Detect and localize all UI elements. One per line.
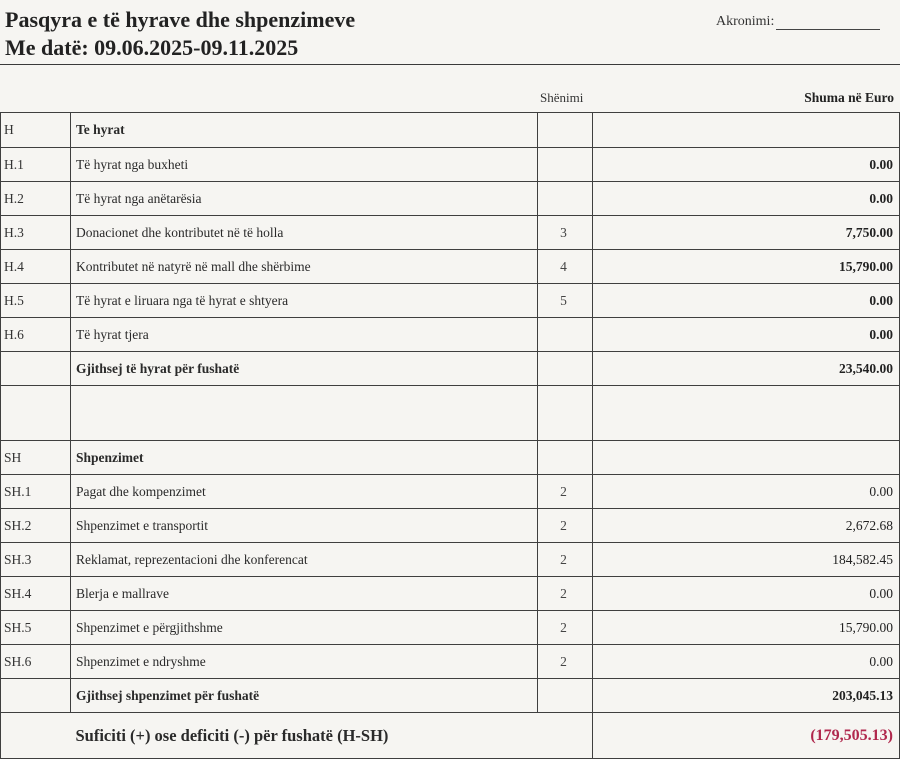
row-note: 5 [538, 284, 593, 318]
row-note: 4 [538, 250, 593, 284]
row-amount: 7,750.00 [593, 216, 900, 250]
table-row [1, 318, 900, 352]
row-amount: 0.00 [593, 475, 900, 509]
row-code: H.2 [1, 182, 71, 216]
income-total-label: Gjithsej të hyrat për fushatë [71, 352, 538, 386]
statement-title: Pasqyra e të hyrave dhe shpenzimeve [5, 7, 356, 32]
statement-date-range: Me datë: 09.06.2025-09.11.2025 [5, 35, 299, 60]
row-note: 2 [538, 577, 593, 611]
row-amount: 0.00 [593, 577, 900, 611]
expenses-section-title: Shpenzimet [71, 441, 538, 475]
expenses-section-note [538, 441, 593, 475]
income-section-amount [593, 113, 900, 148]
row-code: SH.5 [1, 611, 71, 645]
row-note: 3 [538, 216, 593, 250]
table-row [1, 577, 900, 611]
expenses-total-amount: 203,045.13 [593, 679, 900, 713]
row-note: 2 [538, 611, 593, 645]
row-description: Të hyrat tjera [71, 318, 538, 352]
row-code: SH.2 [1, 509, 71, 543]
expenses-total-row [1, 679, 900, 713]
row-amount: 0.00 [593, 284, 900, 318]
income-section-note [538, 113, 593, 148]
row-code [1, 713, 71, 759]
expenses-total-label: Gjithsej shpenzimet për fushatë [71, 679, 538, 713]
expenses-section-amount [593, 441, 900, 475]
row-note: 2 [538, 509, 593, 543]
row-code: SH.4 [1, 577, 71, 611]
row-amount: 15,790.00 [593, 250, 900, 284]
row-description: Shpenzimet e përgjithshme [71, 611, 538, 645]
row-description: Pagat dhe kompenzimet [71, 475, 538, 509]
row-description: Të hyrat e liruara nga të hyrat e shtyera [71, 284, 538, 318]
statement-header [5, 6, 565, 62]
row-amount: 15,790.00 [593, 611, 900, 645]
row-note: 2 [538, 475, 593, 509]
expenses-section-code: SH [1, 441, 71, 475]
table-row [1, 509, 900, 543]
row-note [538, 148, 593, 182]
table-row [1, 216, 900, 250]
table-row [1, 611, 900, 645]
header-divider [0, 64, 900, 65]
result-label: Suficiti (+) ose deficiti (-) për fushatë (H-SH) [71, 713, 593, 759]
row-amount: 0.00 [593, 645, 900, 679]
income-section-title: Te hyrat [71, 113, 538, 148]
row-description: Reklamat, reprezentacioni dhe konferencat [71, 543, 538, 577]
row-code: H.5 [1, 284, 71, 318]
row-note: 2 [538, 543, 593, 577]
table-row [1, 475, 900, 509]
result-amount: (179,505.13) [593, 713, 900, 759]
row-code: SH.3 [1, 543, 71, 577]
income-total-row [1, 352, 900, 386]
row-amount: 0.00 [593, 148, 900, 182]
table-row [1, 284, 900, 318]
spacer-row [1, 386, 900, 441]
income-total-amount: 23,540.00 [593, 352, 900, 386]
row-note [538, 182, 593, 216]
table-row [1, 645, 900, 679]
table-row [1, 182, 900, 216]
row-code: SH.1 [1, 475, 71, 509]
income-section-header [1, 113, 900, 148]
row-code [1, 679, 71, 713]
row-amount: 0.00 [593, 182, 900, 216]
result-row [1, 713, 900, 759]
row-description: Shpenzimet e transportit [71, 509, 538, 543]
acronym-blank-line [776, 15, 880, 30]
expenses-section-header [1, 441, 900, 475]
row-description: Të hyrat nga anëtarësia [71, 182, 538, 216]
income-section-code: H [1, 113, 71, 148]
row-code: H.4 [1, 250, 71, 284]
row-description: Shpenzimet e ndryshme [71, 645, 538, 679]
row-amount: 2,672.68 [593, 509, 900, 543]
row-code: H.3 [1, 216, 71, 250]
table-row [1, 148, 900, 182]
row-code: SH.6 [1, 645, 71, 679]
row-note: 2 [538, 645, 593, 679]
row-description: Blerja e mallrave [71, 577, 538, 611]
column-header-amount: Shuma në Euro [804, 90, 894, 105]
row-note [538, 679, 593, 713]
row-code: H.6 [1, 318, 71, 352]
statement-table [0, 112, 900, 759]
table-row [1, 543, 900, 577]
row-amount: 184,582.45 [593, 543, 900, 577]
row-code [1, 352, 71, 386]
table-row [1, 250, 900, 284]
column-header-note: Shënimi [540, 90, 584, 105]
row-amount: 0.00 [593, 318, 900, 352]
row-code: H.1 [1, 148, 71, 182]
row-description: Donacionet dhe kontributet në të holla [71, 216, 538, 250]
row-description: Të hyrat nga buxheti [71, 148, 538, 182]
row-note [538, 352, 593, 386]
row-note [538, 318, 593, 352]
acronym-label: Akronimi: [716, 14, 775, 29]
acronym-field [716, 14, 880, 30]
row-description: Kontributet në natyrë në mall dhe shërbime [71, 250, 538, 284]
